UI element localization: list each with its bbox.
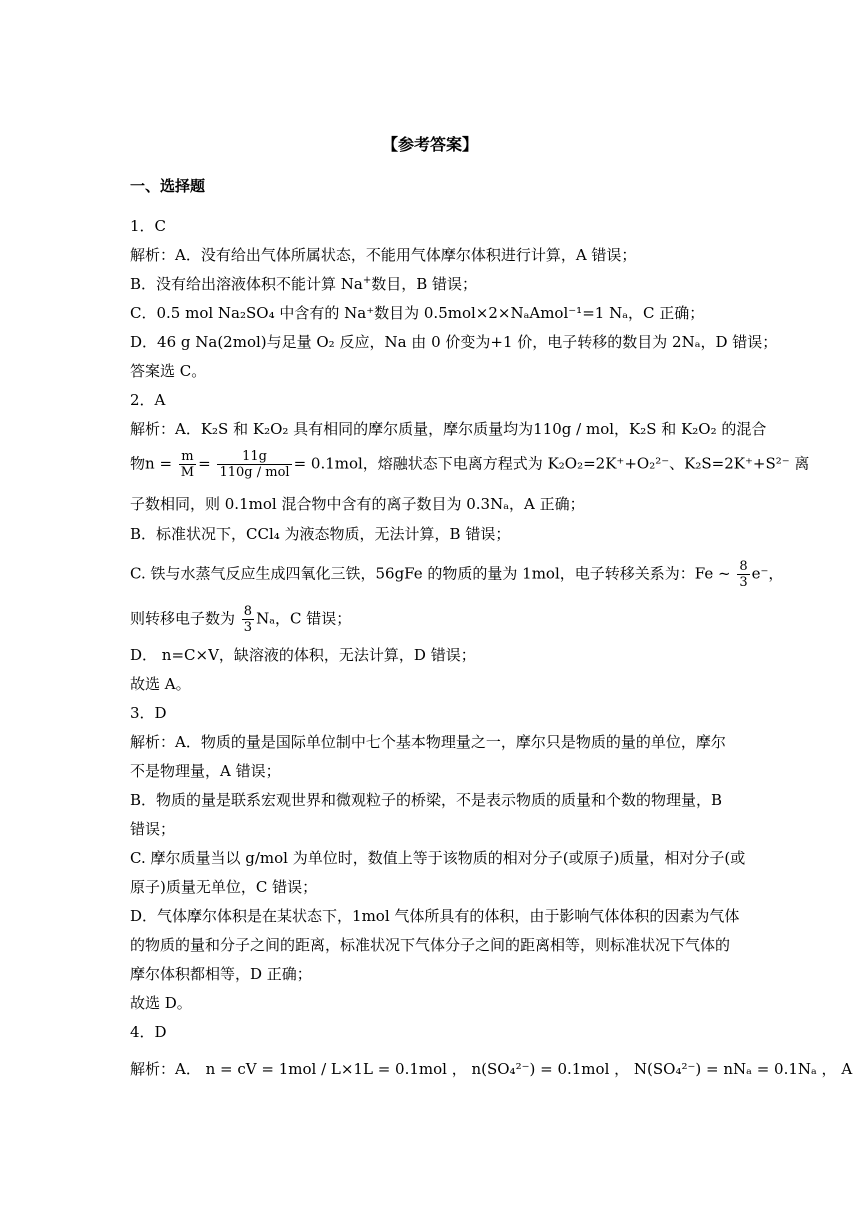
q3-option-c-line2: 原子)质量无单位，C 错误； [130,878,318,896]
q3-option-b-line1: B．物质的量是联系宏观世界和微观粒子的桥梁，不是表示物质的质量和个数的物理量，B [130,791,723,809]
q4-heading: 4．D [130,1023,167,1041]
q1-option-b: B．没有给出溶液体积不能计算 Na+数目，B 错误； [130,275,478,293]
q2-heading: 2．A [130,391,166,409]
q1-heading: 1．C [130,217,167,235]
fraction-mass-over-molar-mass: $\frac{11g}{\text{110g / mol}}$ [219,449,290,480]
q2-option-c-line2: 则转移电子数为 $\frac{8}{3}$ Nₐ，C 错误； [130,604,352,635]
q3-heading: 3．D [130,704,167,722]
q2-option-c-line1: C. 铁与水蒸气反应生成四氧化三铁，56gFe 的物质的量为 1mol，电子转移关系为：Fe ~ $\frac{8}{3}$ e⁻， [130,559,784,590]
q2-option-a-line3: 子数相同，则 0.1mol 混合物中含有的离子数目为 0.3Nₐ，A 正确； [130,495,585,513]
page-title: 【参考答案】 [381,135,478,154]
q2-option-d: D． n=C×V，缺溶液的体积，无法计算，D 错误； [130,646,476,664]
q1-option-d: D．46 g Na(2mol)与足量 O₂ 反应，Na 由 0 价变为+1 价，电子转移的数目为 2Nₐ，D 错误； [130,333,778,351]
fraction-eight-thirds: $\frac{8}{3}$ [243,604,253,635]
q2-option-a-line2: 物n = $\frac{m}{M}$ = $\frac{11g}{\text{110g / mol}}$ = 0.1mol，熔融状态下电离方程式为 K₂O₂=2K⁺+O₂²⁻、K₂S=2K⁺+S²⁻ 离 [130,449,810,480]
q3-option-a-line1: 解析：A．物质的量是国际单位制中七个基本物理量之一，摩尔只是物质的量的单位，摩尔 [130,733,726,751]
q3-option-d-line1: D．气体摩尔体积是在某状态下，1mol 气体所具有的体积，由于影响气体体积的因素为气体 [130,907,740,925]
fraction-eight-thirds: $\frac{8}{3}$ [739,559,748,590]
q3-option-d-line3: 摩尔体积都相等，D 正确； [130,965,312,983]
q3-option-c-line1: C. 摩尔质量当以 g/mol 为单位时，数值上等于该物质的相对分子(或原子)质量，相对分子(或 [130,849,746,867]
q3-option-d-line2: 的物质的量和分子之间的距离，标准状况下气体分子之间的距离相等，则标准状况下气体的 [130,936,731,954]
q3-conclusion: 故选 D。 [130,994,192,1012]
q1-option-a: 解析：A．没有给出气体所属状态，不能用气体摩尔体积进行计算，A 错误； [130,246,637,264]
q4-option-a: 解析：A． n = cV = 1mol / L×1L = 0.1mol ， n(SO₄²⁻) = 0.1mol ， N(SO₄²⁻) = nNₐ = 0.1Nₐ ， A [130,1060,853,1078]
q1-conclusion: 答案选 C。 [130,362,207,380]
q1-option-c: C．0.5 mol Na₂SO₄ 中含有的 Na⁺数目为 0.5mol×2×NₐAmol⁻¹=1 Nₐ，C 正确； [130,304,705,322]
fraction-m-over-M: $\frac{m}{M}$ [180,449,195,480]
q3-option-b-line2: 错误； [130,820,176,838]
q2-conclusion: 故选 A。 [130,675,191,693]
q2-option-b: B．标准状况下，CCl₄ 为液态物质，无法计算，B 错误； [130,525,511,543]
q3-option-a-line2: 不是物理量，A 错误； [130,762,281,780]
section-heading: 一、选择题 [130,177,206,195]
q2-option-a-line1: 解析：A．K₂S 和 K₂O₂ 具有相同的摩尔质量，摩尔质量均为110g / mol，K₂S 和 K₂O₂ 的混合 [130,420,767,438]
